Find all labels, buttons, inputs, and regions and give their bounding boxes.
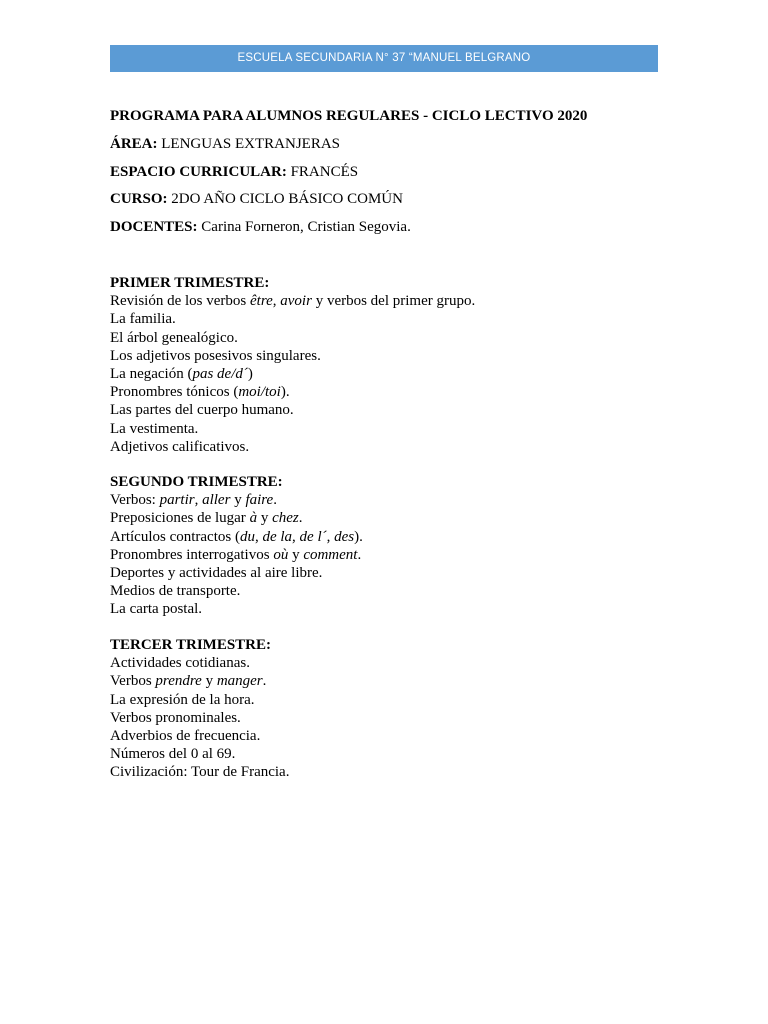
program-title bbox=[110, 107, 587, 125]
syllabus-item bbox=[110, 528, 670, 546]
syllabus-item-text: Actividades cotidianas. bbox=[110, 655, 250, 672]
school-name: ESCUELA SECUNDARIA N° 37 “MANUEL BELGRANO bbox=[237, 52, 531, 64]
syllabus-item-text: faire bbox=[245, 492, 274, 509]
syllabus-item-text: du bbox=[239, 528, 255, 545]
syllabus-item-text: aller bbox=[202, 492, 231, 509]
syllabus-item-text: Medios de transporte. bbox=[110, 583, 241, 600]
syllabus-item-text: , bbox=[272, 293, 281, 310]
syllabus-item-text: y bbox=[201, 673, 217, 690]
docentes-label: DOCENTES: bbox=[110, 219, 198, 235]
syllabus-item-text: moi/toi bbox=[238, 384, 281, 401]
area-value: LENGUAS EXTRANJERAS bbox=[157, 136, 341, 152]
syllabus-item bbox=[110, 329, 670, 347]
syllabus-item-text: ). bbox=[354, 528, 363, 545]
syllabus-item bbox=[110, 420, 670, 438]
syllabus-item-text: y bbox=[288, 546, 304, 563]
syllabus-item bbox=[110, 709, 670, 727]
espacio-curricular-line bbox=[110, 163, 358, 181]
syllabus-item-text: ). bbox=[280, 384, 290, 401]
syllabus-item-text: y verbos del primer grupo. bbox=[311, 293, 476, 310]
tercer-trimestre-title: TERCER TRIMESTRE: bbox=[110, 637, 272, 653]
syllabus-item bbox=[110, 763, 670, 781]
syllabus-item-text: partir bbox=[159, 492, 195, 509]
syllabus-item-text: Pronombres interrogativos bbox=[110, 546, 274, 563]
syllabus-item-text: . bbox=[357, 546, 362, 563]
syllabus-item bbox=[110, 600, 670, 618]
syllabus-item-text: Artículos contractos ( bbox=[110, 528, 240, 545]
syllabus-item bbox=[110, 383, 670, 401]
syllabus-item-text: Pronombres tónicos ( bbox=[110, 384, 239, 401]
syllabus-item-text: être bbox=[250, 293, 273, 310]
syllabus-item bbox=[110, 672, 670, 690]
syllabus-item bbox=[110, 727, 670, 745]
segundo-trimestre-section bbox=[110, 473, 670, 619]
syllabus-item-text: . bbox=[273, 492, 277, 509]
syllabus-item-text: des bbox=[334, 528, 355, 545]
tercer-trimestre-items bbox=[110, 654, 670, 781]
syllabus-item bbox=[110, 582, 670, 600]
primer-trimestre-items bbox=[110, 292, 670, 456]
syllabus-item bbox=[110, 546, 670, 564]
syllabus-item-text: La familia. bbox=[110, 311, 176, 328]
syllabus-item-text: Las partes del cuerpo humano. bbox=[110, 402, 294, 419]
espacio-curricular-label: ESPACIO CURRICULAR: bbox=[110, 164, 287, 180]
syllabus-item-text: avoir bbox=[280, 293, 312, 310]
syllabus-item-text: y bbox=[230, 492, 246, 509]
syllabus-item-text: prendre bbox=[155, 673, 202, 690]
syllabus-item bbox=[110, 509, 670, 527]
docentes-line bbox=[110, 218, 411, 236]
curso-line bbox=[110, 190, 403, 208]
syllabus-item bbox=[110, 564, 670, 582]
syllabus-item-text: Números del 0 al 69. bbox=[110, 746, 236, 763]
syllabus-item-text: de l´ bbox=[299, 528, 327, 545]
syllabus-item bbox=[110, 491, 670, 509]
syllabus-item-text: où bbox=[273, 546, 289, 563]
syllabus-item-text: chez bbox=[272, 510, 299, 527]
syllabus-item-text: pas de/d´ bbox=[192, 366, 248, 383]
syllabus-item bbox=[110, 347, 670, 365]
tercer-trimestre-section bbox=[110, 636, 670, 782]
syllabus-item bbox=[110, 745, 670, 763]
syllabus-item-text: Adjetivos calificativos. bbox=[110, 438, 250, 455]
syllabus-item-text: Los adjetivos posesivos singulares. bbox=[110, 347, 321, 364]
syllabus-item-text: à bbox=[249, 510, 258, 527]
syllabus-item-text: Deportes y actividades al aire libre. bbox=[110, 565, 323, 582]
area-line bbox=[110, 135, 340, 153]
docentes-value: Carina Forneron, Cristian Segovia. bbox=[197, 219, 411, 235]
segundo-trimestre-items bbox=[110, 491, 670, 618]
program-title-text: PROGRAMA PARA ALUMNOS REGULARES - CICLO LECTIVO 2020 bbox=[110, 108, 588, 124]
syllabus-item-text: Civilización: Tour de Francia. bbox=[110, 764, 290, 781]
primer-trimestre-title: PRIMER TRIMESTRE: bbox=[110, 275, 270, 291]
syllabus-item bbox=[110, 654, 670, 672]
curso-value: 2DO AÑO CICLO BÁSICO COMÚN bbox=[167, 191, 403, 207]
syllabus-item-text: La expresión de la hora. bbox=[110, 691, 255, 708]
syllabus-item-text: El árbol genealógico. bbox=[110, 329, 238, 346]
syllabus-item bbox=[110, 292, 670, 310]
syllabus-item-text: , bbox=[326, 528, 335, 545]
syllabus-item-text: , bbox=[194, 492, 203, 509]
syllabus-item-text: La negación ( bbox=[110, 366, 193, 383]
syllabus-item-text: y bbox=[257, 510, 273, 527]
syllabus-item-text: Revisión de los verbos bbox=[110, 293, 250, 310]
syllabus-item-text: , bbox=[254, 528, 263, 545]
segundo-trimestre-title: SEGUNDO TRIMESTRE: bbox=[110, 474, 283, 490]
syllabus-item bbox=[110, 365, 670, 383]
syllabus-item-text: de la bbox=[262, 528, 293, 545]
espacio-curricular-value: FRANCÉS bbox=[286, 164, 359, 180]
syllabus-item-text: Verbos bbox=[110, 673, 156, 690]
syllabus-item-text: Preposiciones de lugar bbox=[110, 510, 250, 527]
syllabus-item bbox=[110, 691, 670, 709]
syllabus-item bbox=[110, 310, 670, 328]
syllabus-item-text: manger bbox=[216, 673, 263, 690]
school-header-banner bbox=[110, 45, 658, 72]
syllabus-item-text: comment bbox=[303, 546, 358, 563]
syllabus-item bbox=[110, 401, 670, 419]
syllabus-item-text: . bbox=[262, 673, 267, 690]
syllabus-item-text: ) bbox=[247, 366, 253, 383]
syllabus-item-text: . bbox=[298, 510, 303, 527]
syllabus-item-text: , bbox=[292, 528, 300, 545]
syllabus-item bbox=[110, 438, 670, 456]
primer-trimestre-section bbox=[110, 274, 670, 456]
syllabus-item-text: Verbos: bbox=[110, 492, 160, 509]
syllabus-item-text: La carta postal. bbox=[110, 601, 203, 618]
syllabus-item-text: Adverbios de frecuencia. bbox=[110, 728, 261, 745]
syllabus-item-text: Verbos pronominales. bbox=[110, 709, 241, 726]
syllabus-item-text: La vestimenta. bbox=[110, 420, 199, 437]
curso-label: CURSO: bbox=[110, 191, 168, 207]
area-label: ÁREA: bbox=[110, 136, 158, 152]
